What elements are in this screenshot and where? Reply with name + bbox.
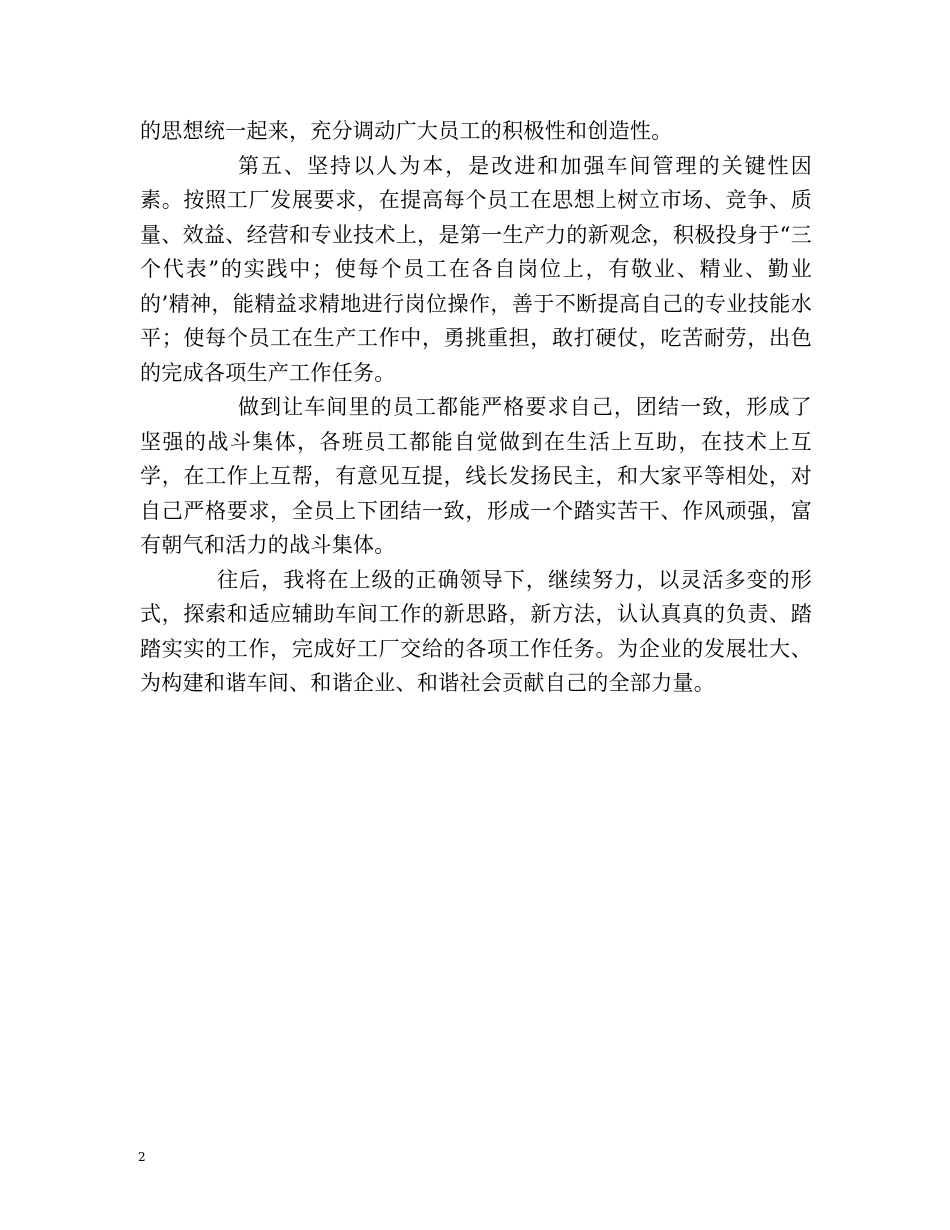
paragraph-people-oriented: 第五、坚持以人为本，是改进和加强车间管理的关键性因素。按照工厂发展要求，在提高每个员工在思想上树立市场、竞争、质量、效益、经营和专业技术上，是第一生产力的新观念，积极投身于“三个代表”的实践中；使每个员工在各自岗位上，有敬业、精业、勤业的’精神，能精益求精地进行岗位操作，善于不断提高自己的专业技能水平；使每个员工在生产工作中，勇挑重担，敢打硬仗，吃苦耐劳，出色的完成各项生产工作任务。	[140, 153, 812, 385]
paragraph-team-unity: 做到让车间里的员工都能严格要求自己，团结一致，形成了坚强的战斗集体，各班员工都能自觉做到在生活上互助，在技术上互学，在工作上互帮，有意见互提，线长发扬民主，和大家平等相处，对自己严格要求，全员上下团结一致，形成一个踏实苦干、作风顽强，富有朝气和活力的战斗集体。	[140, 395, 812, 557]
document-body	[140, 114, 812, 701]
paragraph-continuation: 的思想统一起来，充分调动广大员工的积极性和创造性。	[140, 119, 673, 143]
paragraph-future-commitment: 往后，我将在上级的正确领导下，继续努力，以灵活多变的形式，探索和适应辅助车间工作的新思路，新方法，认认真真的负责、踏踏实实的工作，完成好工厂交给的各项工作任务。为企业的发展壮大、为构建和谐车间、和谐企业、和谐社会贡献自己的全部力量。	[140, 567, 812, 695]
page-number: 2	[138, 1150, 146, 1164]
